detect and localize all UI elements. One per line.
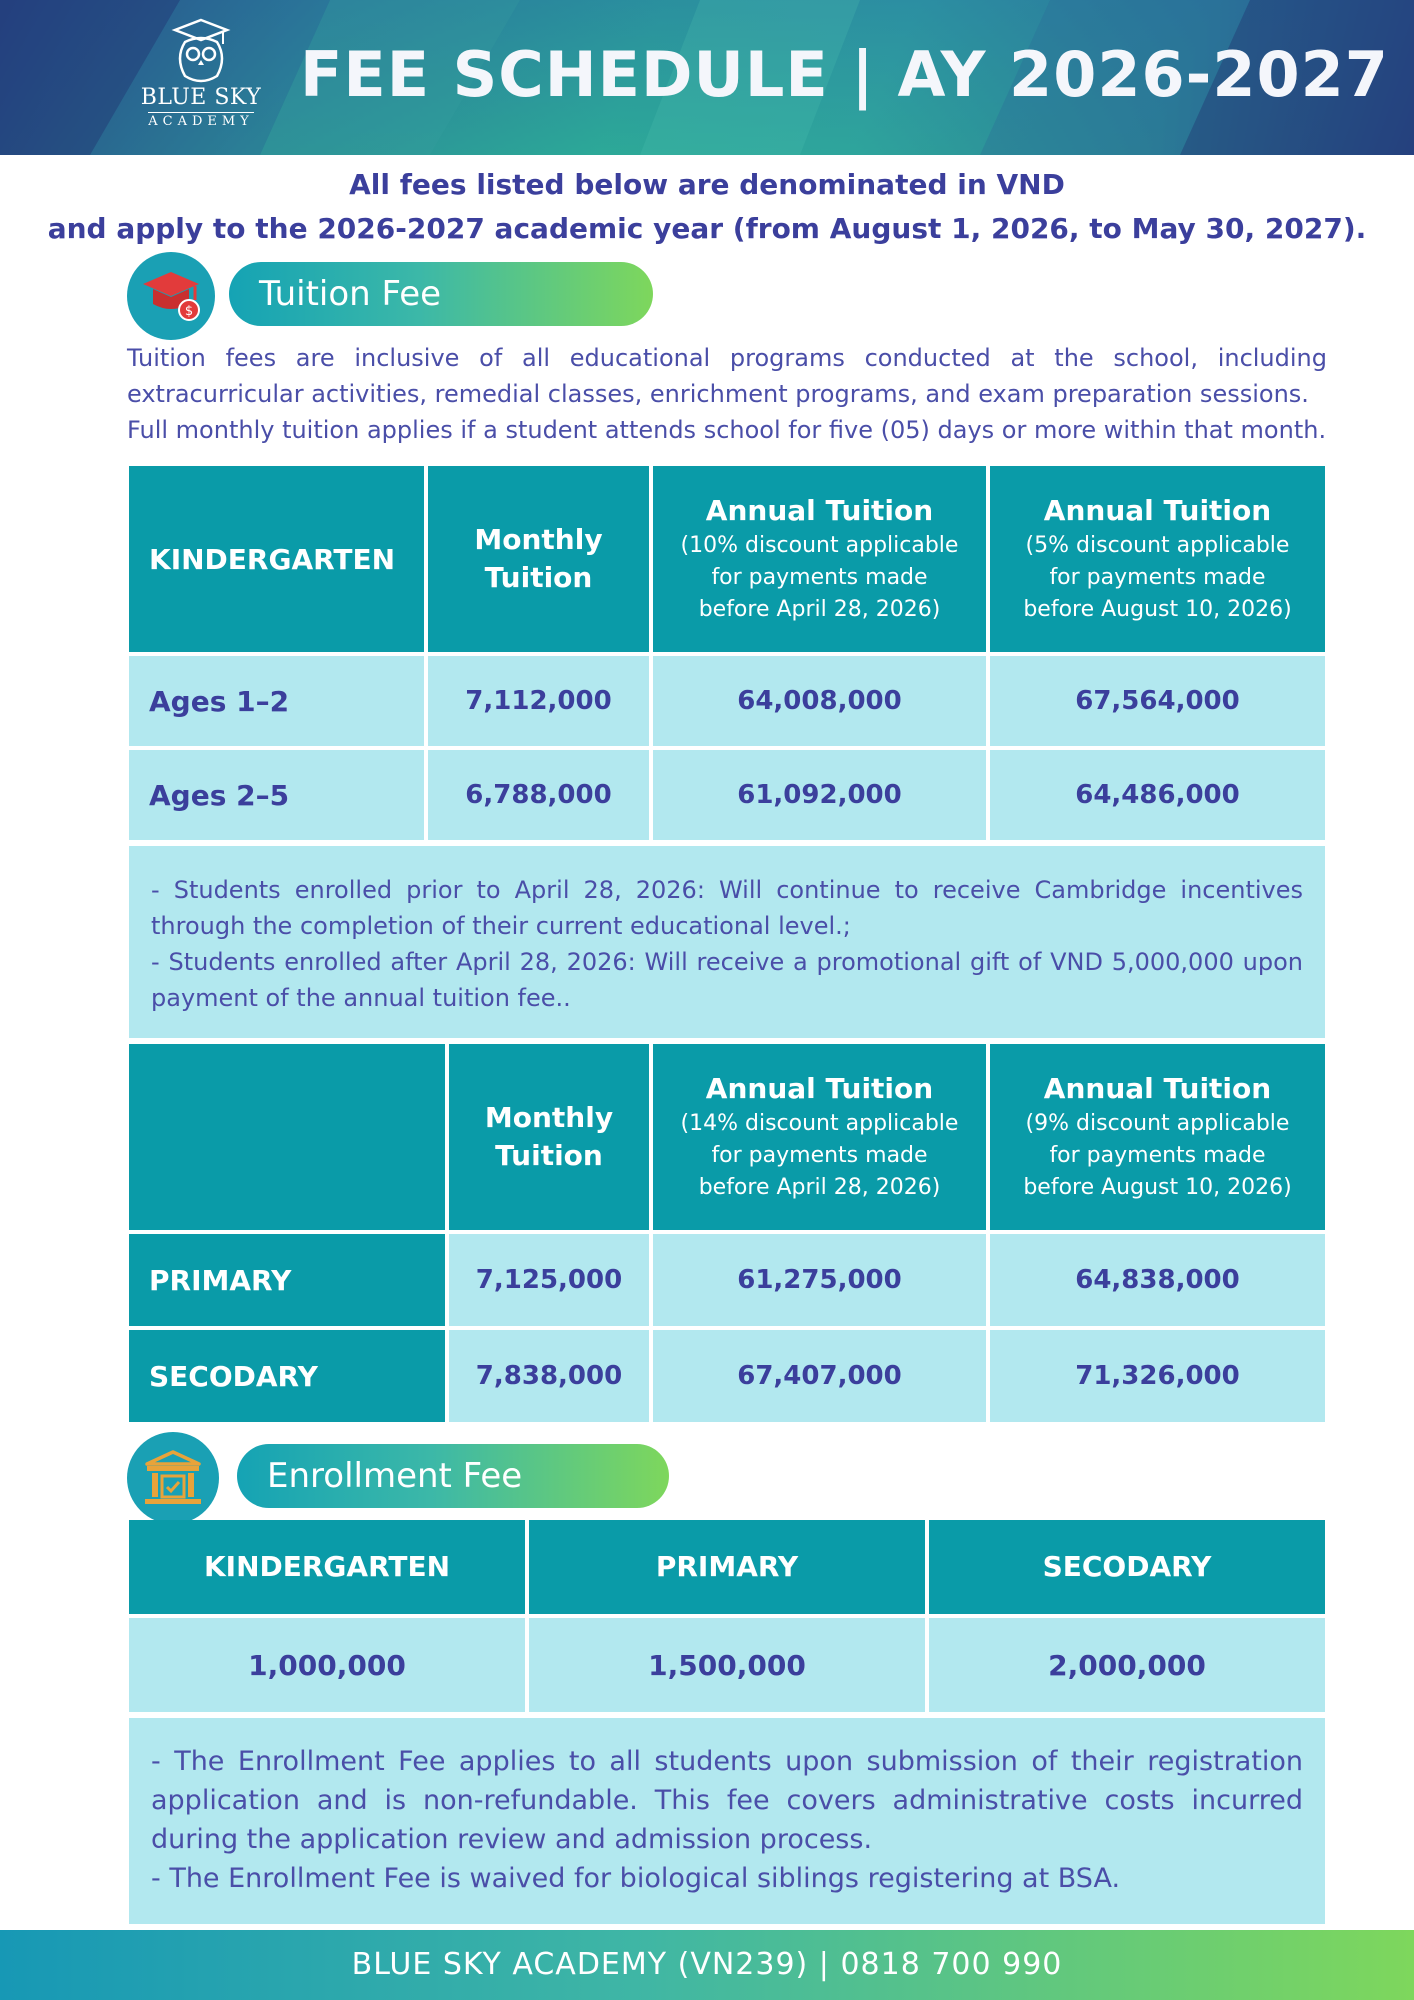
owl-icon xyxy=(171,18,231,84)
enrollment-notes xyxy=(129,1718,1325,1924)
annual-early-value: 67,407,000 xyxy=(653,1330,986,1422)
row-label: Ages 2–5 xyxy=(129,750,424,840)
row-label: Ages 1–2 xyxy=(129,656,424,746)
empty-header-cell xyxy=(129,1044,445,1230)
footer-bar xyxy=(0,1930,1414,2000)
enrollment-note-1: - The Enrollment Fee applies to all students upon submission of their registration application and is non-refundable. This fee covers administrative costs incurred during the application review and admission process. xyxy=(151,1746,1303,1855)
monthly-tuition-header: Monthly Tuition xyxy=(449,1044,649,1230)
monthly-value: 7,112,000 xyxy=(428,656,649,746)
table-row xyxy=(129,1330,1325,1422)
school-building-icon xyxy=(141,1446,205,1510)
primary-fee: 1,500,000 xyxy=(529,1618,925,1712)
table-header-row xyxy=(129,1044,1325,1230)
school-logo xyxy=(135,18,267,138)
annual-late-value: 71,326,000 xyxy=(990,1330,1325,1422)
kindergarten-tuition-table xyxy=(125,462,1329,844)
table-header-row xyxy=(129,1520,1325,1614)
secondary-fee: 2,000,000 xyxy=(929,1618,1325,1712)
svg-text:$: $ xyxy=(184,304,194,319)
tuition-description xyxy=(127,340,1327,448)
kindergarten-header: KINDERGARTEN xyxy=(129,1520,525,1614)
annual-late-value: 64,486,000 xyxy=(990,750,1325,840)
enrollment-note-2: - The Enrollment Fee is waived for biological siblings registering at BSA. xyxy=(151,1863,1121,1894)
kindergarten-notes xyxy=(129,846,1325,1038)
annual-tuition-late-header: Annual Tuition (9% discount applicable for payments made before August 10, 2026) xyxy=(990,1044,1325,1230)
page-title: FEE SCHEDULE | AY 2026-2027 xyxy=(300,38,1389,111)
school-tuition-table xyxy=(125,1040,1329,1426)
row-label: PRIMARY xyxy=(129,1234,445,1326)
tuition-description-line-2: Full monthly tuition applies if a student attends school for five (05) days or more within that month. xyxy=(127,416,1327,444)
table-row xyxy=(129,1234,1325,1326)
enrollment-fee-table xyxy=(125,1516,1329,1716)
table-row xyxy=(129,750,1325,840)
kindergarten-note-1: - Students enrolled prior to April 28, 2026: Will continue to receive Cambridge incentives through the completion of their current educational level.; xyxy=(151,876,1303,940)
annual-late-value: 67,564,000 xyxy=(990,656,1325,746)
monthly-value: 7,838,000 xyxy=(449,1330,649,1422)
tuition-icon-circle xyxy=(127,252,215,340)
level-header: KINDERGARTEN xyxy=(129,466,424,652)
monthly-tuition-header: Monthly Tuition xyxy=(428,466,649,652)
row-label: SECODARY xyxy=(129,1330,445,1422)
kindergarten-note-2: - Students enrolled after April 28, 2026: Will receive a promotional gift of VND 5,000,000 upon payment of the annual tuition fee.. xyxy=(151,948,1303,1012)
monthly-value: 6,788,000 xyxy=(428,750,649,840)
logo-name: BLUE SKY xyxy=(140,85,262,110)
primary-header: PRIMARY xyxy=(529,1520,925,1614)
table-row xyxy=(129,1618,1325,1712)
header-banner xyxy=(0,0,1414,155)
annual-late-value: 64,838,000 xyxy=(990,1234,1325,1326)
table-row xyxy=(129,656,1325,746)
annual-early-value: 61,275,000 xyxy=(653,1234,986,1326)
annual-early-value: 61,092,000 xyxy=(653,750,986,840)
graduation-cap-icon xyxy=(139,264,203,328)
annual-tuition-early-header: Annual Tuition (14% discount applicable for payments made before April 28, 2026) xyxy=(653,1044,986,1230)
annual-tuition-late-header: Annual Tuition (5% discount applicable for payments made before August 10, 2026) xyxy=(990,466,1325,652)
secondary-header: SECODARY xyxy=(929,1520,1325,1614)
tuition-description-line-1: Tuition fees are inclusive of all educational programs conducted at the school, including extracurricular activities, remedial classes, enrichment programs, and exam preparation sessions. xyxy=(127,344,1327,408)
logo-subname: ACADEMY xyxy=(148,114,254,129)
intro-line-2: and apply to the 2026-2027 academic year (from August 1, 2026, to May 30, 2027). xyxy=(47,212,1367,245)
annual-early-value: 64,008,000 xyxy=(653,656,986,746)
tuition-section-title: Tuition Fee xyxy=(229,262,653,326)
table-header-row xyxy=(129,466,1325,652)
kindergarten-fee: 1,000,000 xyxy=(129,1618,525,1712)
annual-tuition-early-header: Annual Tuition (10% discount applicable for payments made before April 28, 2026) xyxy=(653,466,986,652)
monthly-value: 7,125,000 xyxy=(449,1234,649,1326)
enrollment-icon-circle xyxy=(127,1432,219,1524)
enrollment-section-title: Enrollment Fee xyxy=(237,1444,669,1508)
intro-line-1: All fees listed below are denominated in VND xyxy=(349,168,1065,201)
footer-contact: BLUE SKY ACADEMY (VN239) | 0818 700 990 xyxy=(351,1947,1063,1982)
